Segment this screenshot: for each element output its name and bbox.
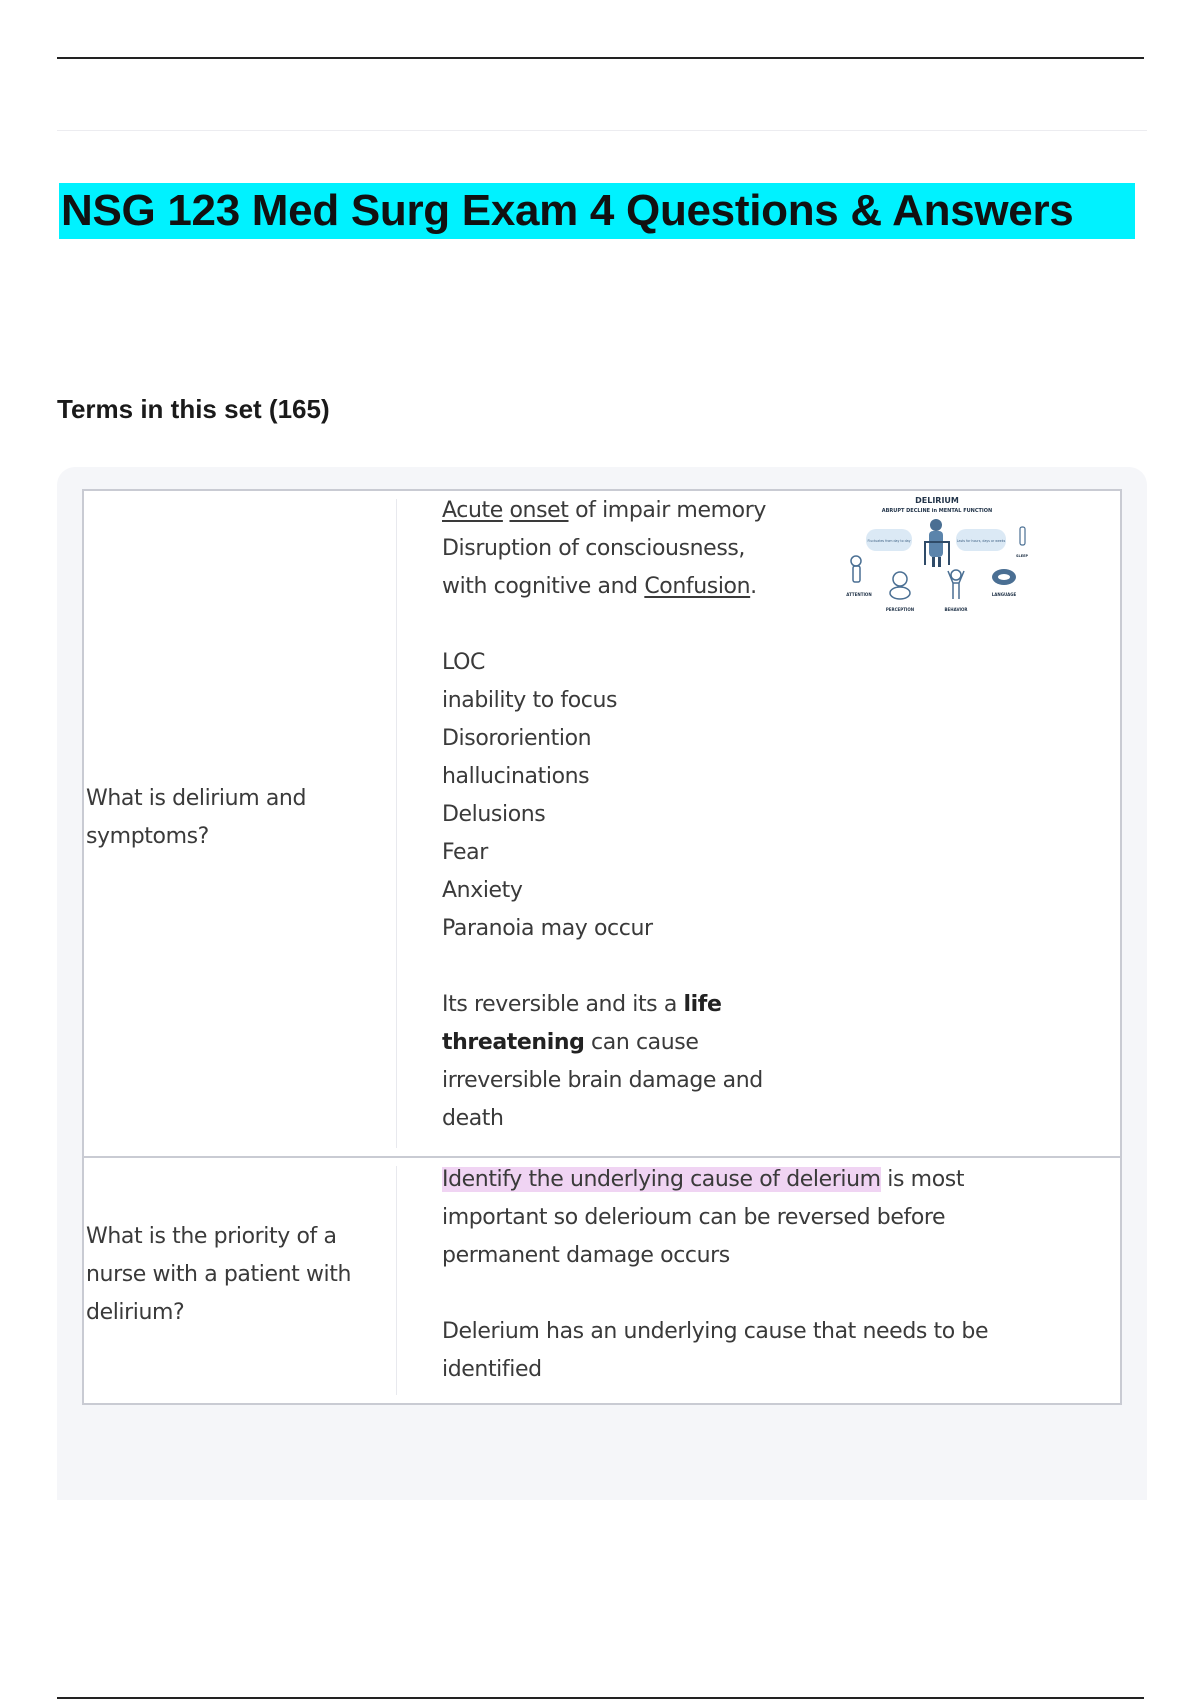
symptom-item: Disororiention [442, 726, 592, 751]
definition-line [442, 1161, 1082, 1199]
symptom-item: Anxiety [442, 878, 523, 903]
underlined-text: Confusion [644, 574, 751, 599]
symptom-item: LOC [442, 650, 485, 675]
header-separator [57, 130, 1147, 131]
symptom-item: Delusions [442, 802, 546, 827]
definition-line: irreversible brain damage and [442, 1068, 763, 1093]
definition-line [442, 1024, 1002, 1062]
column-divider [396, 499, 397, 1148]
illustration-label: Fluctuates from day to day [867, 539, 911, 543]
illustration-title: DELIRIUM [915, 496, 959, 505]
definition-line: death [442, 1106, 504, 1131]
paragraph-gap [442, 948, 1002, 986]
illustration-subtitle: ABRUPT DECLINE in MENTAL FUNCTION [881, 508, 993, 514]
top-rule [57, 57, 1144, 59]
definition-line: Disruption of consciousness, [442, 536, 746, 561]
symptom-item: inability to focus [442, 688, 618, 713]
symptom-item: hallucinations [442, 764, 590, 789]
illustration-label: LANGUAGE [991, 592, 1017, 597]
bottom-rule [57, 1697, 1144, 1699]
definition-text: Its reversible and its a [442, 992, 684, 1017]
illustration-label: ATTENTION [846, 592, 872, 597]
term-definition [442, 1161, 1082, 1389]
illustration-label: PERCEPTION [885, 607, 915, 612]
definition-text: of impair memory [568, 498, 766, 523]
symptom-item: Paranoia may occur [442, 916, 653, 941]
delirium-illustration[interactable] [844, 491, 1030, 633]
term-question: What is the priority of a nurse with a patient with delirium? [86, 1224, 352, 1325]
highlighted-text: Identify the underlying cause of delerium [442, 1167, 881, 1192]
definition-text: can cause [584, 1030, 699, 1055]
underlined-text: Acute [442, 498, 503, 523]
underlined-text: onset [509, 498, 569, 523]
definition-text: with cognitive and [442, 574, 645, 599]
definition-text: . [750, 574, 757, 599]
bold-text: threatening [442, 1030, 585, 1055]
illustration-label: SLEEP [1015, 554, 1029, 558]
terms-count-heading: Terms in this set (165) [57, 394, 330, 424]
term-card [82, 489, 1122, 1158]
paragraph-gap [442, 1275, 1082, 1313]
definition-line: identified [442, 1357, 542, 1382]
symptom-item: Fear [442, 840, 488, 865]
term-question: What is delirium and symptoms? [86, 786, 307, 849]
definition-line: Delerium has an underlying cause that needs to be [442, 1319, 989, 1344]
bold-text: life [683, 992, 722, 1017]
illustration-label: Lasts for hours, days or weeks [956, 539, 1006, 543]
column-divider [396, 1166, 397, 1395]
definition-line: permanent damage occurs [442, 1243, 730, 1268]
term-card [82, 1156, 1122, 1405]
document-title: NSG 123 Med Surg Exam 4 Questions & Answers [59, 183, 1135, 239]
definition-line: important so delerioum can be reversed before [442, 1205, 946, 1230]
illustration-label: BEHAVIOR [944, 607, 968, 612]
definition-text: is most [880, 1167, 965, 1192]
definition-line [442, 986, 1002, 1024]
